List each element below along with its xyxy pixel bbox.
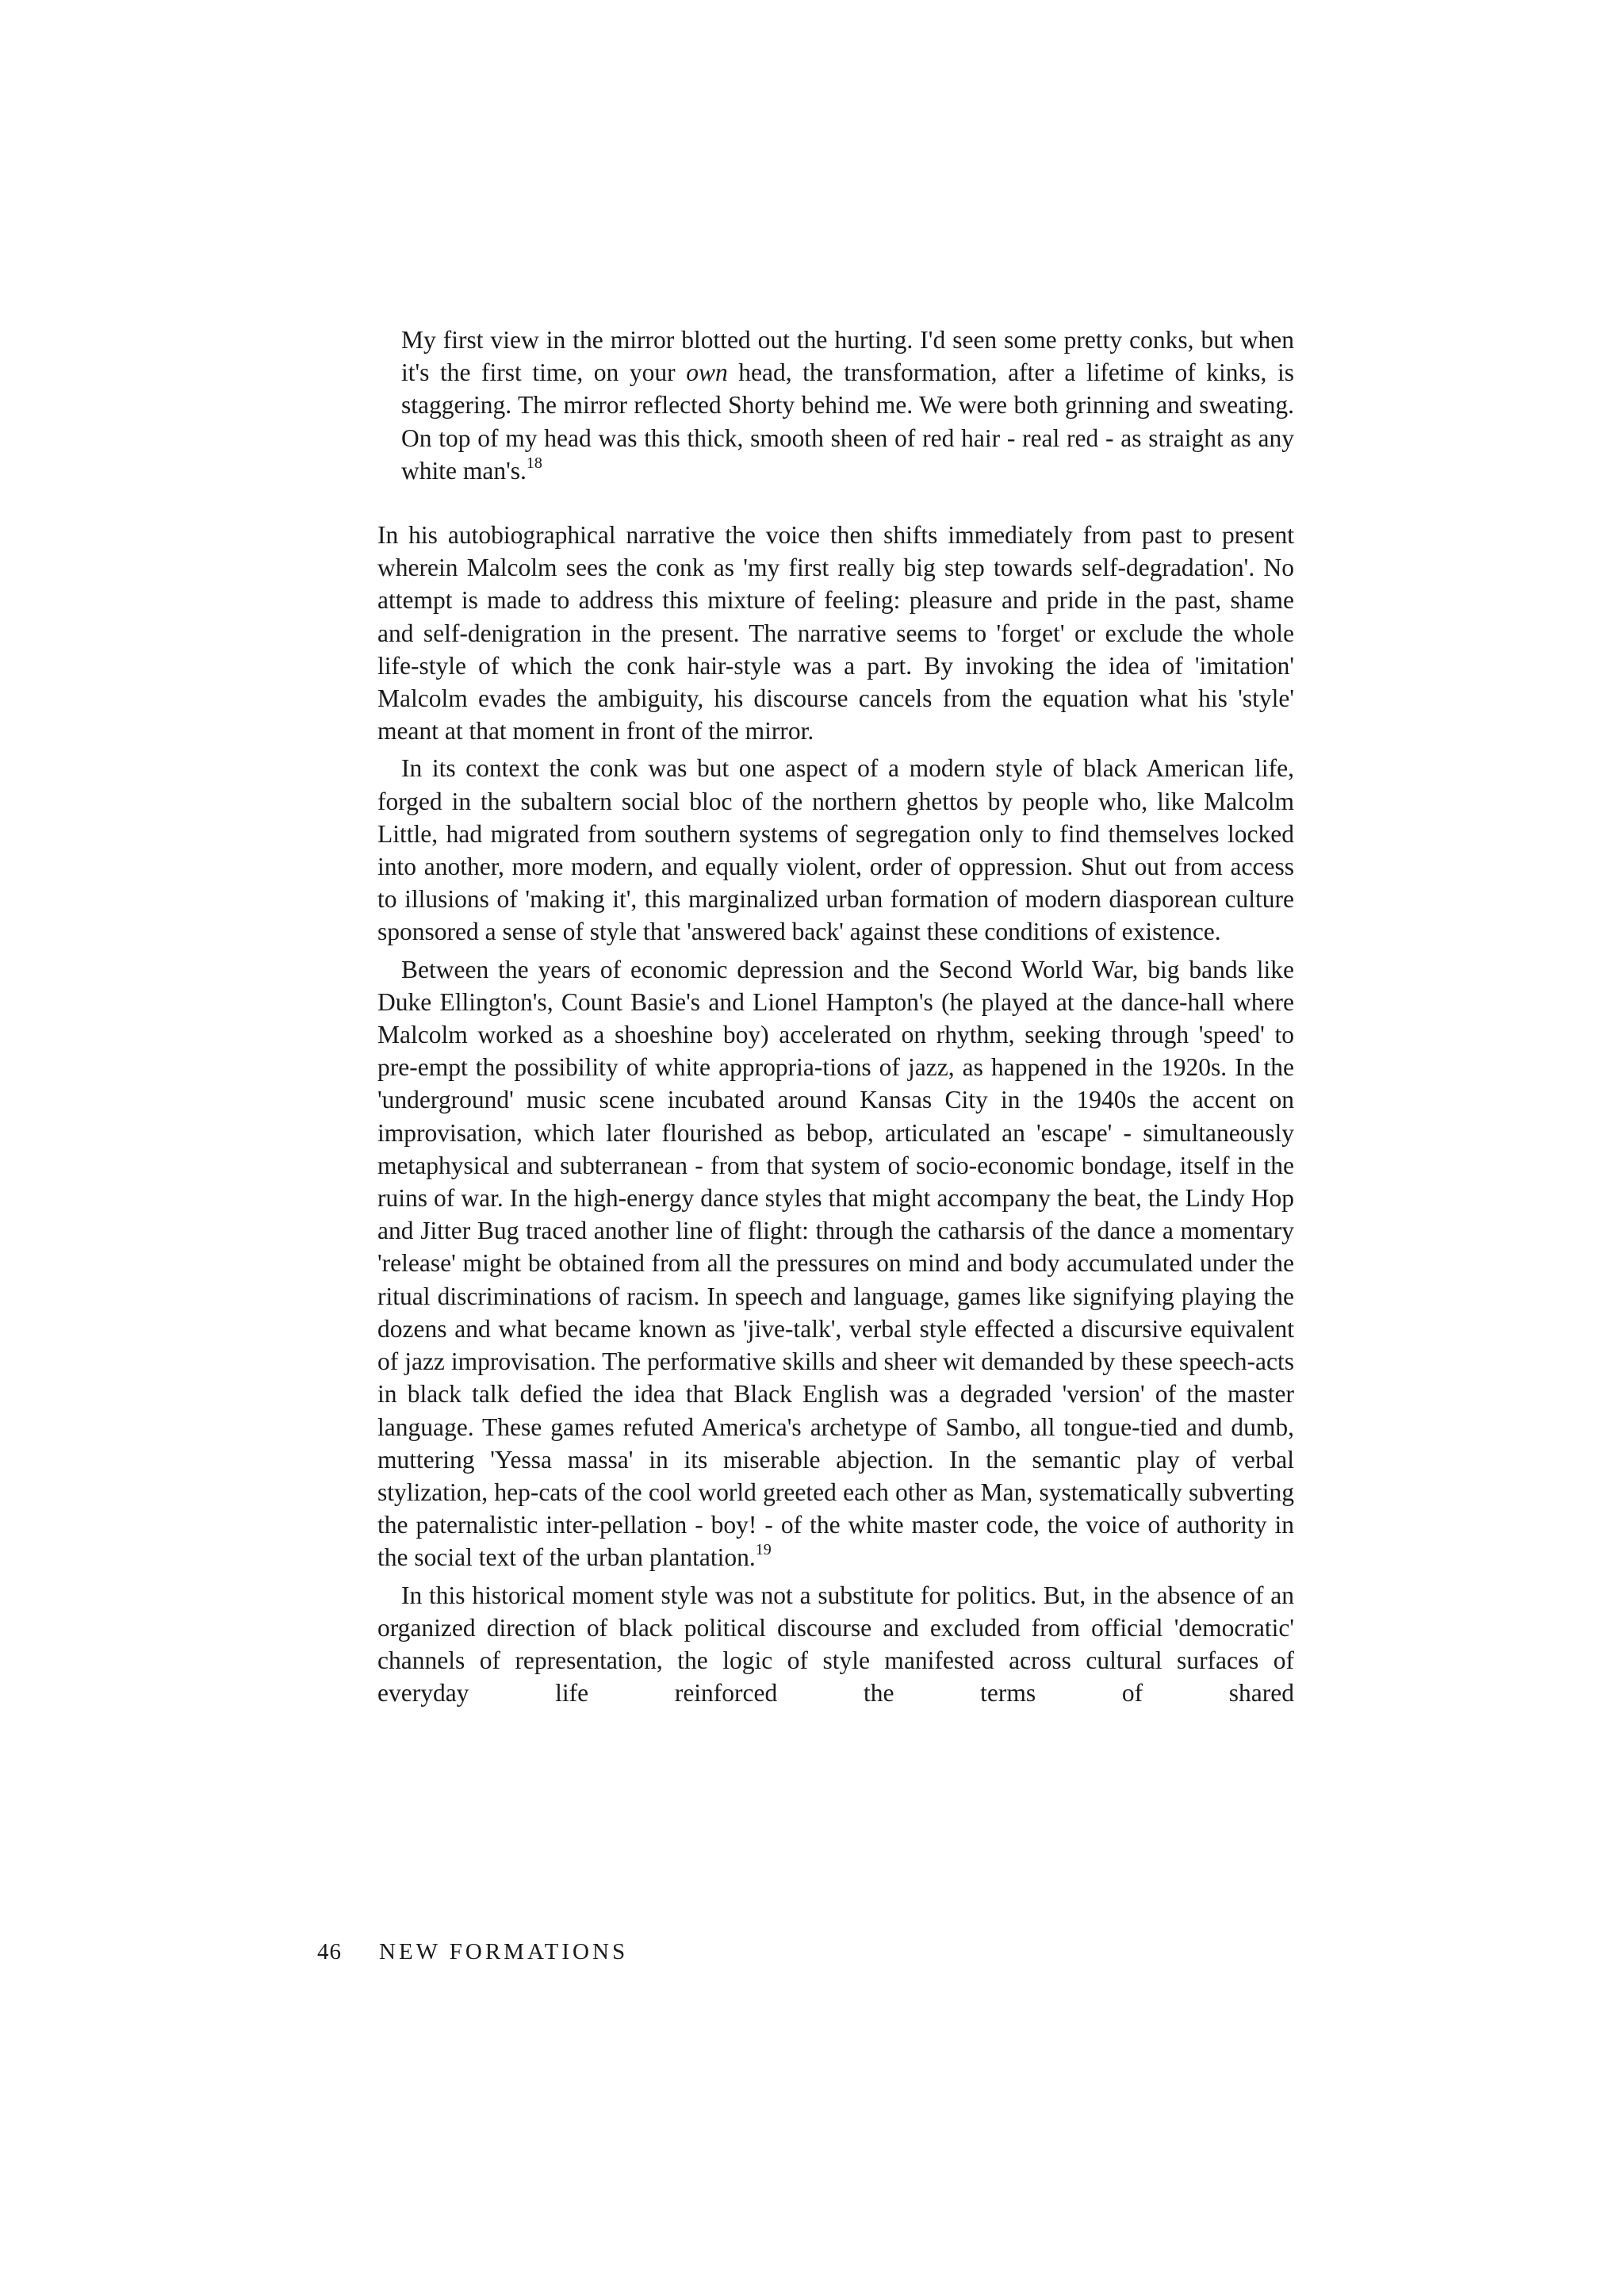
paragraph-2	[377, 752, 1294, 948]
page-number: 46	[317, 1939, 342, 1964]
paragraph-3	[377, 953, 1294, 1574]
paragraph-3-text: Between the years of economic depression and the Second World War, big bands like Duke Ellington's, Count Basie's and Lionel Hampton's (he played at the dance-hall where Malcolm worked as a shoeshine boy) accelerated on rhythm, seeking through 'speed' to pre-empt the possibility of white appropria-tions of jazz, as happened in the 1920s. In the 'underground' music scene incubated around Kansas City in the 1940s the accent on improvisation, which later flourished as bebop, articulated an 'escape' - simultaneously metaphysical and subterranean - from that system of socio-economic bondage, itself in the ruins of war. In the high-energy dance styles that might accompany the beat, the Lindy Hop and Jitter Bug traced another line of flight: through the catharsis of the dance a momentary 'release' might be obtained from all the pressures on mind and body accumulated under the ritual discriminations of racism. In speech and language, games like signifying playing the dozens and what became known as 'jive-talk', verbal style effected a discursive equivalent of jazz improvisation. The performative skills and sheer wit demanded by these speech-acts in black talk defied the idea that Black English was a degraded 'version' of the master language. These games refuted America's archetype of Sambo, all tongue-tied and dumb, muttering 'Yessa massa' in its miserable abjection. In the semantic play of verbal stylization, hep-cats of the cool world greeted each other as Man, systematically subverting the paternalistic inter-pellation - boy! - of the white master code, the voice of authority in the social text of the urban plantation.	[377, 955, 1294, 1572]
body-text	[377, 324, 1294, 1709]
paragraph-2-text: In its context the conk was but one aspect of a modern style of black American life, forged in the subaltern social bloc of the northern ghettos by people who, like Malcolm Little, had migrated from southern systems of segregation only to find themselves locked into another, more modern, and equally violent, order of oppression. Shut out from access to illusions of 'making it', this marginalized urban formation of modern diasporean culture sponsored a sense of style that 'answered back' against these conditions of existence.	[377, 754, 1294, 946]
journal-title: NEW FORMATIONS	[379, 1939, 629, 1964]
block-quote	[401, 324, 1294, 487]
quote-text-end: head, the transformation, after a lifetime of kinks, is staggering. The mirror reflected Shorty behind me. We were both grinning and sweating. On top of my head was this thick, smooth sheen of red hair - real red - as straight as any white man's.	[401, 358, 1294, 485]
paragraph-1	[377, 519, 1294, 747]
paragraph-1-text: In his autobiographical narrative the voice then shifts immediately from past to present wherein Malcolm sees the conk as 'my first really big step towards self-degradation'. No attempt is made to address this mixture of feeling: pleasure and pride in the past, shame and self-denigration in the present. The narrative seems to 'forget' or exclude the whole life-style of which the conk hair-style was a part. By invoking the idea of 'imitation' Malcolm evades the ambiguity, his discourse cancels from the equation what his 'style' meant at that moment in front of the mirror.	[377, 521, 1294, 746]
quote-emphasis: own	[686, 358, 728, 387]
page-footer	[317, 1939, 628, 1965]
paragraph-4	[377, 1579, 1294, 1710]
paragraph-4-text: In this historical moment style was not a substitute for politics. But, in the absence of an organized direction of black political discourse and excluded from official 'democratic' channels of representation, the logic of style manifested across cultural surfaces of everyday life reinforced the terms of shared	[377, 1581, 1294, 1708]
footnote-ref-18[interactable]: 18	[526, 454, 542, 472]
footnote-ref-19[interactable]: 19	[755, 1541, 772, 1559]
quote-text-start: My first view in the mirror blotted out the hurting. I'd seen some pretty conks, but when it's the first time, on your	[401, 326, 1294, 387]
